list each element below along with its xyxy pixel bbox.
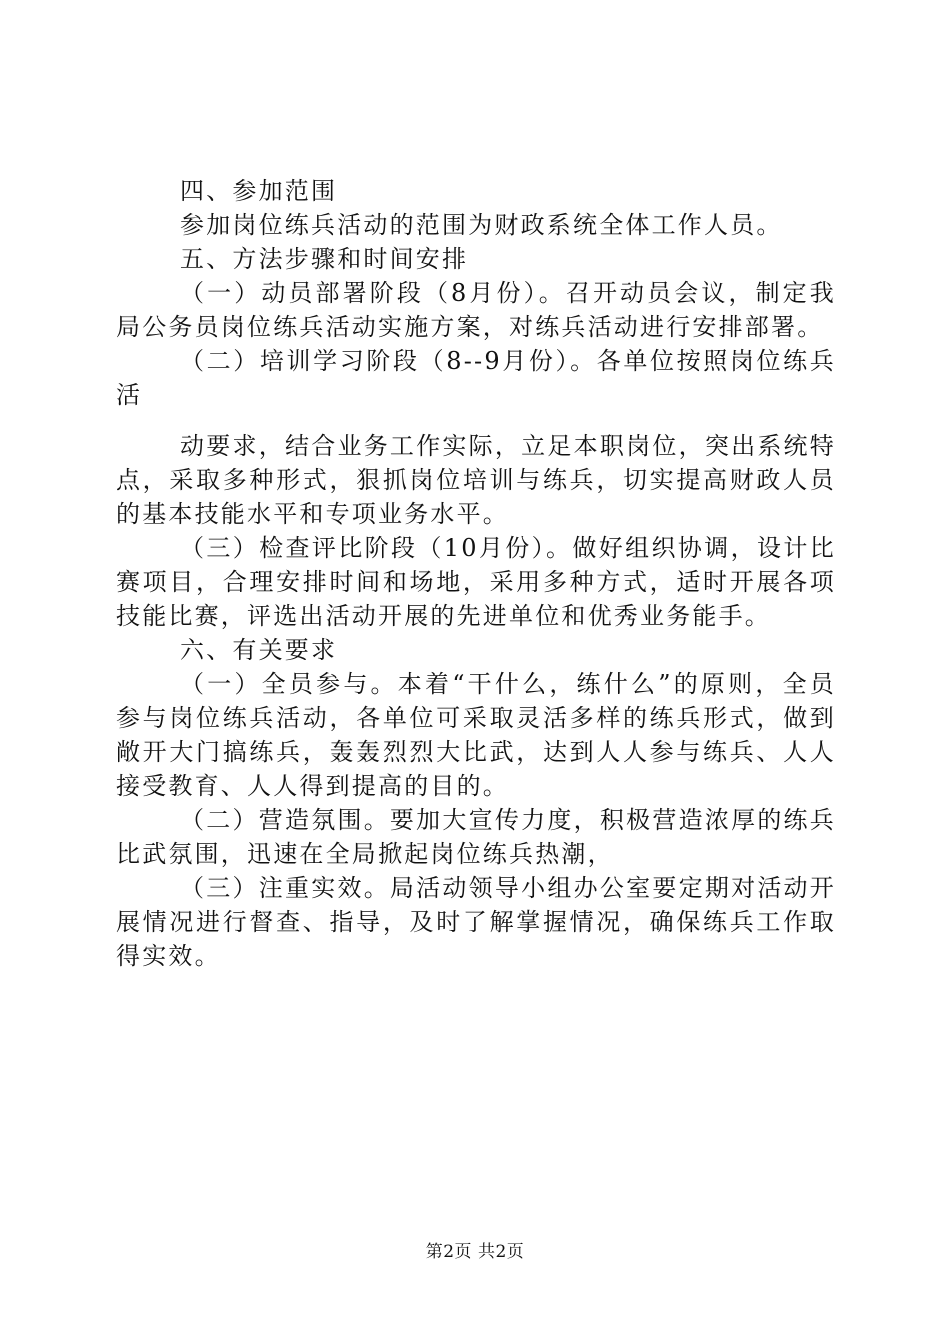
text-line: 敞开大门搞练兵，轰轰烈烈大比武，达到人人参与练兵、人人 [116, 738, 836, 766]
text-line: 赛项目，合理安排时间和场地，采用多种方式，适时开展各项 [116, 568, 836, 596]
text-line: 接受教育、人人得到提高的目的。 [116, 772, 509, 800]
text-line: 四、参加范围 [180, 177, 338, 205]
text-line: （一）动员部署阶段（8月份）。召开动员会议，制定我 [180, 279, 836, 307]
text-line: 技能比赛，评选出活动开展的先进单位和优秀业务能手。 [116, 602, 771, 630]
text-line: 活 [116, 381, 143, 409]
page-number-footer: 第2页 共2页 [425, 1242, 525, 1262]
text-line: （一）全员参与。本着“干什么，练什么”的原则，全员 [180, 670, 836, 698]
text-line: 动要求，结合业务工作实际，立足本职岗位，突出系统特 [180, 432, 836, 460]
text-line: 比武氛围，迅速在全局掀起岗位练兵热潮， [116, 840, 614, 868]
text-line: 的基本技能水平和专项业务水平。 [116, 500, 509, 528]
text-line: 五、方法步骤和时间安排 [180, 245, 469, 273]
text-line: （二）营造氛围。要加大宣传力度，积极营造浓厚的练兵 [180, 806, 836, 834]
text-line: 得实效。 [116, 942, 221, 970]
text-line: 参与岗位练兵活动，各单位可采取灵活多样的练兵形式，做到 [116, 704, 836, 732]
text-line: 点，采取多种形式，狠抓岗位培训与练兵，切实提高财政人员 [116, 466, 836, 494]
text-line: 展情况进行督查、指导，及时了解掌握情况，确保练兵工作取 [116, 908, 836, 936]
text-line: （三）检查评比阶段（10月份）。做好组织协调，设计比 [180, 534, 836, 562]
text-line: （二）培训学习阶段（8--9月份）。各单位按照岗位练兵 [180, 347, 836, 375]
text-line: 六、有关要求 [180, 636, 338, 664]
text-line: 参加岗位练兵活动的范围为财政系统全体工作人员。 [180, 211, 783, 239]
text-line: （三）注重实效。局活动领导小组办公室要定期对活动开 [180, 874, 836, 902]
text-line: 局公务员岗位练兵活动实施方案，对练兵活动进行安排部署。 [116, 313, 824, 341]
document-body [116, 174, 836, 973]
